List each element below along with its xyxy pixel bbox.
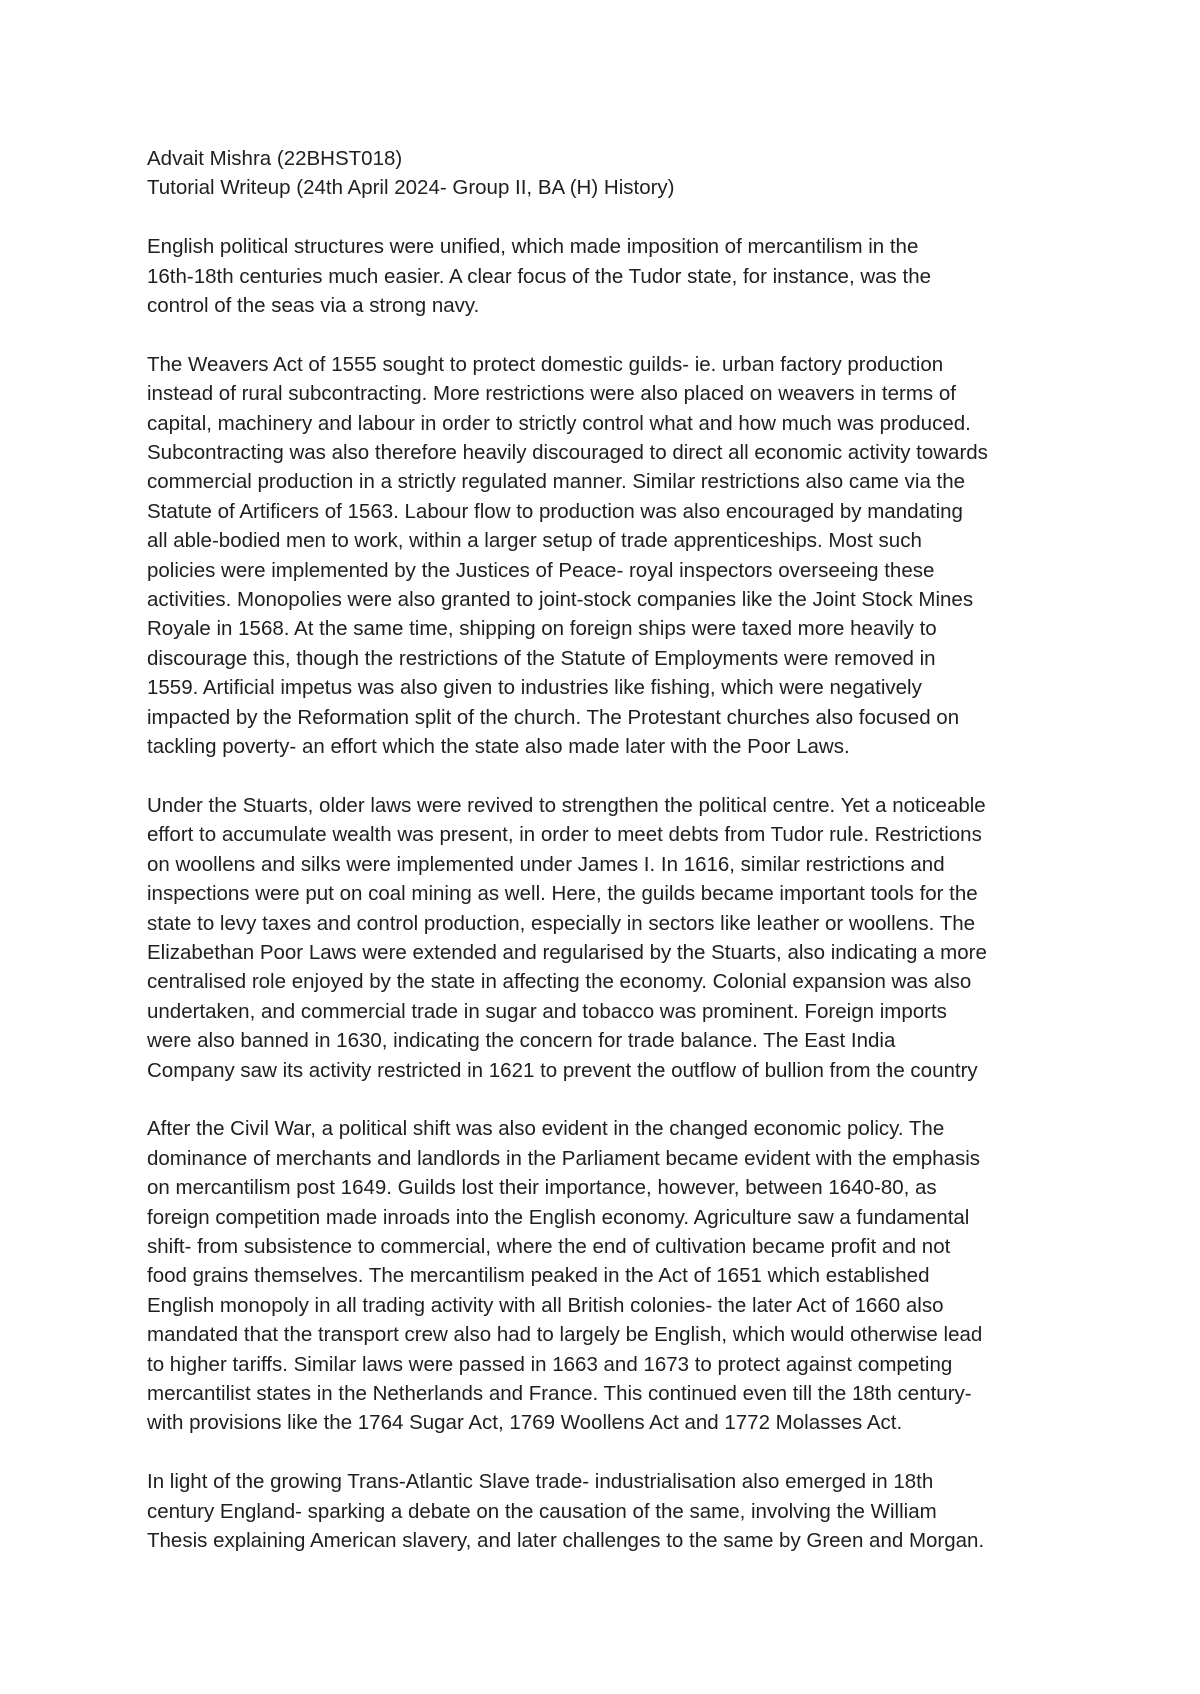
- text-line: century England- sparking a debate on the causation of the same, involving the William: [147, 1499, 937, 1523]
- text-line: Royale in 1568. At the same time, shipping on foreign ships were taxed more heavily to: [147, 617, 937, 641]
- text-line: all able-bodied men to work, within a larger setup of trade apprenticeships. Most such: [147, 529, 922, 553]
- paragraph-gap: [147, 203, 1077, 232]
- text-line: Subcontracting was also therefore heavily discouraged to direct all economic activity towards: [147, 441, 988, 465]
- paragraph: [147, 1467, 1077, 1555]
- paragraph-gap: [147, 320, 1077, 349]
- text-line: instead of rural subcontracting. More restrictions were also placed on weavers in terms of: [147, 382, 956, 406]
- text-line: effort to accumulate wealth was present, in order to meet debts from Tudor rule. Restrictions: [147, 823, 982, 847]
- text-line: capital, machinery and labour in order to strictly control what and how much was produced.: [147, 411, 971, 435]
- text-line: After the Civil War, a political shift was also evident in the changed economic policy. The: [147, 1117, 945, 1141]
- text-line: control of the seas via a strong navy.: [147, 294, 480, 318]
- text-line: 1559. Artificial impetus was also given to industries like fishing, which were negatively: [147, 676, 922, 700]
- text-line: were also banned in 1630, indicating the concern for trade balance. The East India: [147, 1029, 896, 1053]
- text-line: activities. Monopolies were also granted to joint-stock companies like the Joint Stock Mines: [147, 588, 974, 612]
- paragraph-gap: [147, 762, 1077, 791]
- text-line: Thesis explaining American slavery, and later challenges to the same by Green and Morgan.: [147, 1529, 985, 1553]
- text-line: Company saw its activity restricted in 1621 to prevent the outflow of bullion from the country: [147, 1058, 978, 1082]
- author-line: Advait Mishra (22BHST018): [147, 147, 403, 170]
- text-line: Elizabethan Poor Laws were extended and regularised by the Stuarts, also indicating a more: [147, 940, 987, 964]
- text-line: foreign competition made inroads into the English economy. Agriculture saw a fundamental: [147, 1205, 970, 1229]
- text-line: state to levy taxes and control production, especially in sectors like leather or woollens. The: [147, 911, 976, 935]
- text-line: mandated that the transport crew also had to largely be English, which would otherwise lead: [147, 1323, 983, 1347]
- text-line: commercial production in a strictly regulated manner. Similar restrictions also came via the: [147, 470, 966, 494]
- paragraph: [147, 1114, 1077, 1437]
- text-line: discourage this, though the restrictions of the Statute of Employments were removed in: [147, 646, 936, 670]
- text-line: English political structures were unified, which made imposition of mercantilism in the: [147, 235, 919, 259]
- text-line: policies were implemented by the Justices of Peace- royal inspectors overseeing these: [147, 558, 935, 582]
- text-line: shift- from subsistence to commercial, where the end of cultivation became profit and not: [147, 1234, 951, 1258]
- text-line: dominance of merchants and landlords in the Parliament became evident with the emphasis: [147, 1146, 980, 1170]
- text-line: tackling poverty- an effort which the state also made later with the Poor Laws.: [147, 735, 850, 759]
- text-line: The Weavers Act of 1555 sought to protect domestic guilds- ie. urban factory production: [147, 352, 944, 376]
- paragraph-gap: [147, 1438, 1077, 1467]
- text-line: to higher tariffs. Similar laws were passed in 1663 and 1673 to protect against competing: [147, 1352, 953, 1376]
- text-line: 16th-18th centuries much easier. A clear focus of the Tudor state, for instance, was the: [147, 264, 931, 288]
- paragraph-gap: [147, 1085, 1077, 1114]
- text-line: In light of the growing Trans-Atlantic Slave trade- industrialisation also emerged in 18th: [147, 1470, 934, 1494]
- text-line: Under the Stuarts, older laws were revived to strengthen the political centre. Yet a noticeable: [147, 793, 986, 817]
- paragraphs-container: [147, 232, 1077, 1555]
- text-line: English monopoly in all trading activity with all British colonies- the later Act of 1660 also: [147, 1293, 944, 1317]
- paragraph: [147, 791, 1077, 1085]
- text-line: with provisions like the 1764 Sugar Act, 1769 Woollens Act and 1772 Molasses Act.: [147, 1411, 903, 1435]
- paragraph: [147, 232, 1077, 320]
- text-line: impacted by the Reformation split of the church. The Protestant churches also focused on: [147, 705, 960, 729]
- text-line: on mercantilism post 1649. Guilds lost their importance, however, between 1640-80, as: [147, 1176, 937, 1200]
- text-line: undertaken, and commercial trade in sugar and tobacco was prominent. Foreign imports: [147, 999, 947, 1023]
- text-line: Statute of Artificers of 1563. Labour flow to production was also encouraged by mandating: [147, 499, 963, 523]
- text-line: mercantilist states in the Netherlands and France. This continued even till the 18th century-: [147, 1382, 972, 1405]
- text-line: on woollens and silks were implemented under James I. In 1616, similar restrictions and: [147, 852, 945, 876]
- document-body: [147, 144, 1077, 1555]
- text-line: inspections were put on coal mining as well. Here, the guilds became important tools for the: [147, 882, 978, 906]
- paragraph: [147, 350, 1077, 762]
- text-line: centralised role enjoyed by the state in affecting the economy. Colonial expansion was also: [147, 970, 972, 994]
- subtitle-line: Tutorial Writeup (24th April 2024- Group II, BA (H) History): [147, 176, 675, 200]
- text-line: food grains themselves. The mercantilism peaked in the Act of 1651 which established: [147, 1264, 930, 1288]
